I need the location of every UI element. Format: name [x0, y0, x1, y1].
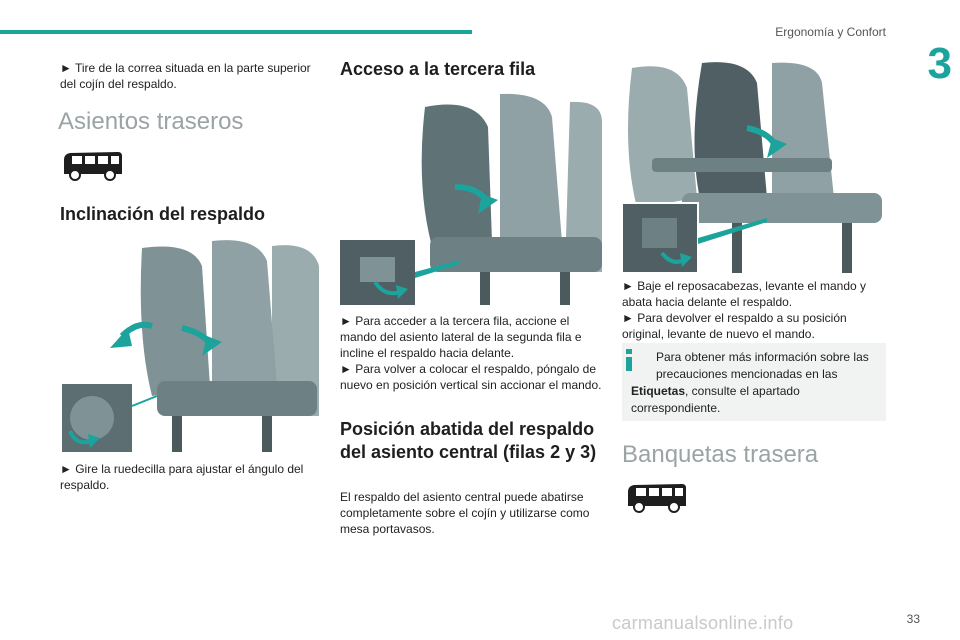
folded-backrest-illustration [622, 58, 884, 273]
chapter-number: 3 [927, 39, 952, 88]
intro-text: ► Tire de la correa situada en la parte superior del cojín del respaldo. [60, 61, 311, 91]
page-number: 33 [906, 612, 920, 626]
info-text: Para obtener más información sobre las precauciones mencionadas en las [656, 350, 869, 381]
info-icon [624, 349, 634, 371]
heading-rear-seats: Asientos traseros [58, 108, 244, 135]
folded-text-2: ► Para devolver el respaldo a su posición original, levante de nuevo el mando. [622, 311, 847, 341]
info-text-continued [631, 383, 881, 417]
seat-backrest-illustration [62, 236, 319, 452]
watermark: carmanualsonline.info [612, 613, 794, 633]
folded-text-1: ► Baje el reposacabezas, levante el mando y abata hacia delante el respaldo. [622, 279, 867, 309]
header-accent-bar [0, 30, 472, 34]
heading-folded-position: Posición abatida del respaldo del asiento central (filas 2 y 3) [340, 419, 597, 462]
third-row-text-1: ► Para acceder a la tercera fila, accione el mando del asiento lateral de la segunda fila e incline el respaldo hacia delante. [340, 314, 582, 360]
van-icon-2 [624, 480, 688, 514]
subheading-backrest-tilt: Inclinación del respaldo [60, 204, 266, 224]
section-title: Ergonomía y Confort [775, 25, 886, 39]
third-row-access-illustration [340, 92, 602, 305]
info-text-end: , consulte el apartado correspondiente. [631, 384, 800, 415]
van-icon [60, 148, 124, 182]
heading-rear-benches: Banquetas trasera [622, 441, 819, 468]
folded-position-text: El respaldo del asiento central puede abatirse completamente sobre el cojín y utilizarse como mesa portavasos. [340, 490, 590, 536]
third-row-text-2: ► Para volver a colocar el respaldo, póngalo de nuevo en posición vertical sin accionar el mando. [340, 362, 602, 392]
caption-wheel: ► Gire la ruedecilla para ajustar el ángulo del respaldo. [60, 462, 304, 492]
info-bold-term: Etiquetas [631, 384, 686, 398]
heading-third-row-access: Acceso a la tercera fila [340, 59, 536, 79]
